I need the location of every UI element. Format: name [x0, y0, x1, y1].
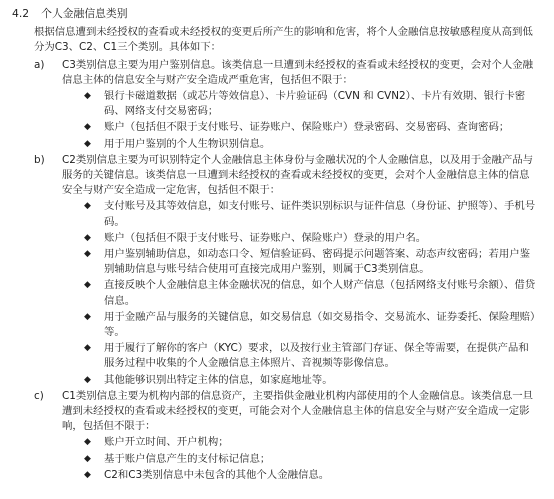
bullet-item: [84, 278, 536, 308]
diamond-bullet-icon: ◆: [84, 437, 91, 448]
heading-number: 4.2: [12, 7, 30, 20]
diamond-bullet-icon: ◆: [84, 469, 91, 480]
bullet-item: [84, 435, 536, 450]
diamond-bullet-icon: ◆: [84, 91, 91, 102]
bullet-text: 其他能够识别出特定主体的信息，如家庭地址等。: [104, 373, 333, 386]
category-section: [34, 153, 536, 199]
section-text: C2类别信息主要为可识别特定个人金融信息主体身份与金融状况的个人金融信息，以及用于金融产品与服务的关键信息。该类信息一旦遭到未经授权的查看或未经授权的变更，会对个人金融信息主体的信息安全与财产安全造成一定危害，包括但不限于：: [62, 153, 534, 197]
bullet-item: [84, 231, 536, 246]
bullet-item: [84, 310, 536, 340]
diamond-bullet-icon: ◆: [84, 122, 91, 133]
bullet-text: 支付账号及其等效信息，如支付账号、证件类识别标识与证件信息（身份证、护照等）、手机号码。: [104, 200, 536, 228]
bullet-text: 银行卡磁道数据（或芯片等效信息）、卡片验证码（CVN 和 CVN2）、卡片有效期、银行卡密码、网络支付交易密码；: [104, 90, 526, 118]
bullet-text: 基于账户信息产生的支付标记信息；: [104, 452, 271, 465]
bullet-text: 用于金融产品与服务的关键信息，如交易信息（如交易指令、交易流水、证券委托、保险理赔）等。: [104, 310, 536, 339]
diamond-bullet-icon: ◆: [84, 311, 91, 322]
bullet-item: [84, 120, 536, 135]
category-section: [34, 389, 536, 435]
bullet-item: [84, 247, 536, 277]
section-marker: b): [34, 153, 45, 166]
diamond-bullet-icon: ◆: [84, 343, 91, 354]
bullet-item: [84, 199, 536, 229]
diamond-bullet-icon: ◆: [84, 249, 91, 260]
diamond-bullet-icon: ◆: [84, 280, 91, 291]
section-heading: [12, 6, 554, 21]
diamond-bullet-icon: ◆: [84, 138, 91, 149]
bullet-item: [84, 89, 536, 119]
category-list: [0, 58, 554, 483]
diamond-bullet-icon: ◆: [84, 374, 91, 385]
heading-title: 个人金融信息类别: [41, 7, 128, 20]
diamond-bullet-icon: ◆: [84, 453, 91, 464]
section-text: C3类别信息主要为用户鉴别信息。该类信息一旦遭到未经授权的查看或未经授权的变更，会对个人金融信息主体的信息安全与财产安全造成严重危害，包括但不限于：: [62, 58, 534, 86]
bullet-text: 用于用户鉴别的个人生物识别信息。: [104, 137, 271, 150]
bullet-text: 账户（包括但不限于支付账号、证券账户、保险账户）登录密码、交易密码、查询密码；: [104, 121, 510, 134]
bullet-text: 账户开立时间、开户机构；: [104, 436, 229, 449]
bullet-text: 用于履行了解你的客户（KYC）要求，以及按行业主管部门存证、保全等需要，在提供产品和服务过程中收集的个人金融信息主体照片、音视频等影像信息。: [104, 342, 529, 370]
diamond-bullet-icon: ◆: [84, 232, 91, 243]
diamond-bullet-icon: ◆: [84, 201, 91, 212]
section-marker: c): [34, 389, 44, 402]
bullet-item: [84, 341, 536, 371]
bullet-item: [84, 373, 536, 388]
intro-paragraph: 根据信息遭到未经授权的查看或未经授权的变更后所产生的影响和危害，将个人金融信息按敏感程度从高到低分为C3、C2、C1三个类别。具体如下：: [34, 26, 533, 54]
bullet-text: 账户（包括但不限于支付账号、证券账户、保险账户）登录的用户名。: [104, 231, 427, 244]
bullet-item: [84, 468, 536, 483]
section-marker: a): [34, 58, 45, 71]
bullet-item: [84, 137, 536, 152]
bullet-text: 直接反映个人金融信息主体金融状况的信息，如个人财产信息（包括网络支付账号余额）、借贷信息。: [104, 279, 536, 307]
bullet-text: 用户鉴别辅助信息，如动态口令、短信验证码、密码提示问题答案、动态声纹密码；若用户鉴别辅助信息与账号结合使用可直接完成用户鉴别，则属于C3类别信息。: [104, 248, 531, 276]
section-text: C1类别信息主要为机构内部的信息资产，主要指供金融业机构内部使用的个人金融信息。该类信息一旦遭到未经授权的查看或未经授权的变更，可能会对个人金融信息主体的信息安全与财产安全造成一定影响，包括但不限于：: [62, 389, 534, 433]
bullet-item: [84, 452, 536, 467]
category-section: [34, 58, 536, 88]
bullet-text: C2和C3类别信息中未包含的其他个人金融信息。: [104, 468, 330, 481]
